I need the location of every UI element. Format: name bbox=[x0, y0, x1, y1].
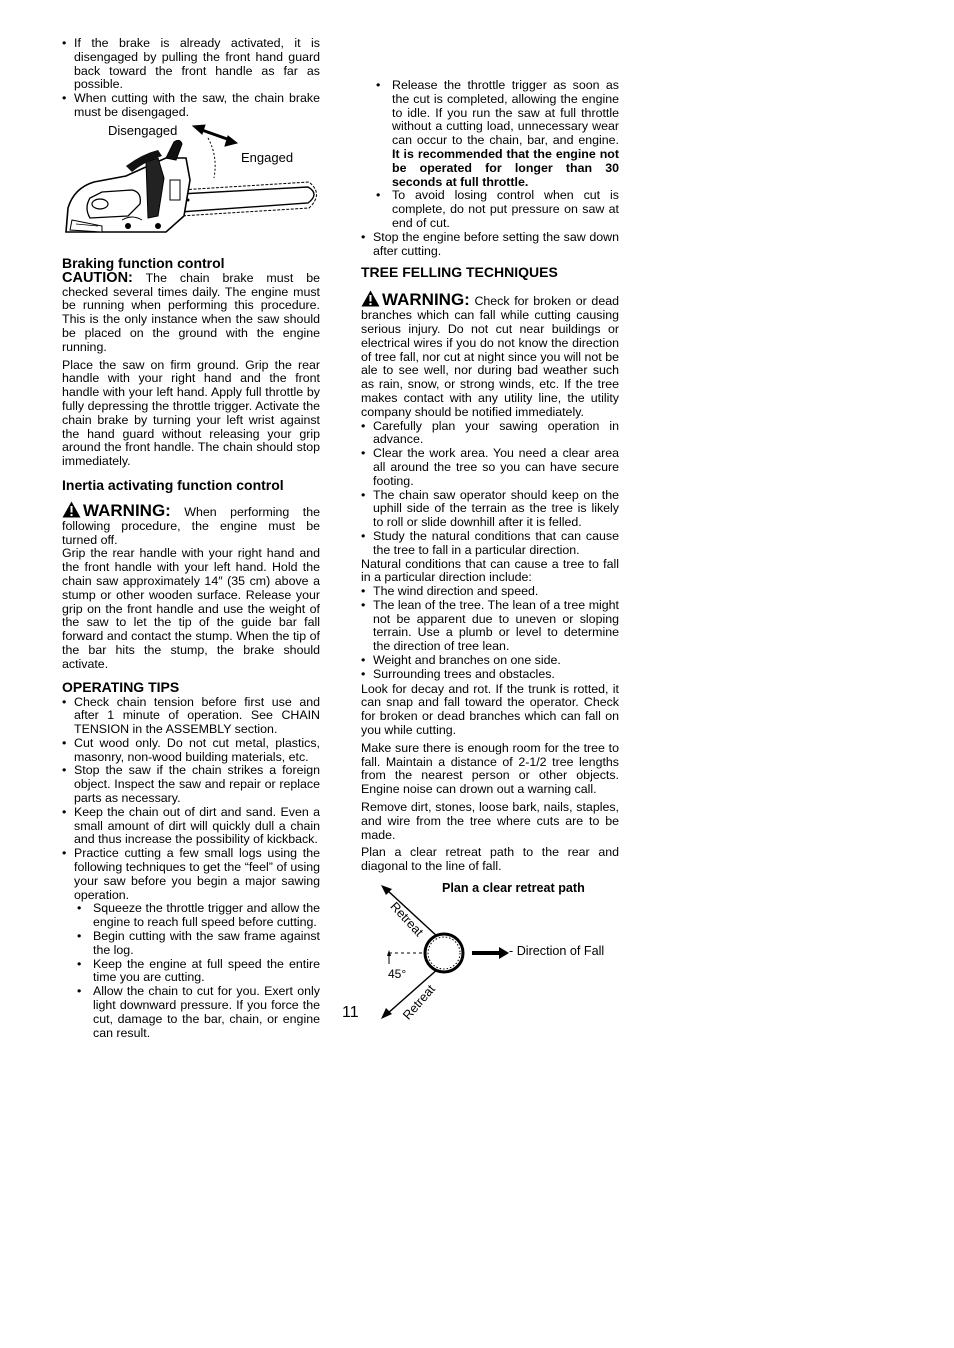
operating-tips-heading: OPERATING TIPS bbox=[62, 678, 180, 695]
recommendation-bold: It is recommended that the engine not be operated for longer than 30 seconds at full throttle. bbox=[392, 146, 619, 189]
list-item: • Squeeze the throttle trigger and allow the engine to reach full speed before cutting. bbox=[74, 902, 320, 930]
inertia-paragraph: Grip the rear handle with your right hand and the front handle with your left hand. Hold the chain saw approximately 14″ (35 cm) above a stump or other wooden surface. Release your grip on the front handle and use the weight of the saw to let the tip of the guide bar fall forward and contact the stump. When the tip of the bar hits the stump, the brake should activate. bbox=[62, 546, 320, 671]
retreat-label-bottom: Retreat bbox=[400, 982, 438, 1023]
list-item: • Begin cutting with the saw frame against the log. bbox=[74, 930, 320, 958]
list-item: • Allow the chain to cut for you. Exert only light downward pressure. If you force the cut, damage to the bar, chain, or engine can result. bbox=[74, 985, 320, 1040]
room-paragraph: Make sure there is enough room for the tree to fall. Maintain a distance of 2-1/2 tree lengths from the nearest person or other objects. Engine noise can drown out a warning call. bbox=[361, 740, 619, 797]
list-item: • Clear the work area. You need a clear area all around the tree so you can have secure footing. bbox=[361, 447, 619, 488]
list-item: • Cut wood only. Do not cut metal, plastics, masonry, non-wood building materials, etc. bbox=[62, 737, 320, 765]
braking-heading: Braking function control bbox=[62, 254, 225, 271]
stop-engine-list bbox=[361, 231, 619, 259]
felling-list bbox=[361, 420, 619, 558]
warning-text: When performing the following procedure, the engine must be turned off. bbox=[62, 504, 320, 547]
list-item: • The wind direction and speed. bbox=[361, 585, 619, 599]
natural-conditions-list bbox=[361, 585, 619, 682]
warning-triangle-icon bbox=[62, 501, 81, 518]
list-item: • Check chain tension before first use and after 1 minute of operation. See CHAIN TENSION in the ASSEMBLY section. bbox=[62, 696, 320, 737]
list-item: • Stop the saw if the chain strikes a foreign object. Inspect the saw and repair or replace parts as necessary. bbox=[62, 764, 320, 805]
warning-label bbox=[62, 501, 171, 520]
arrow-right-icon bbox=[499, 947, 509, 959]
list-item: • Keep the engine at full speed the entire time you are cutting. bbox=[74, 958, 320, 986]
decay-paragraph: Look for decay and rot. If the trunk is rotted, it can snap and fall toward the operator. Check for broken or dead branches which can fall on you while cutting. bbox=[361, 681, 619, 738]
operating-tips-list bbox=[62, 696, 320, 903]
warning-label-text: WARNING: bbox=[382, 290, 470, 310]
remove-debris-paragraph: Remove dirt, stones, loose bark, nails, staples, and wire from the tree where cuts are to be made. bbox=[361, 800, 619, 842]
brake-intro-list bbox=[62, 37, 320, 120]
list-item: • When cutting with the saw, the chain brake must be disengaged. bbox=[62, 92, 320, 120]
direction-of-fall-label: - Direction of Fall bbox=[509, 944, 605, 959]
warning-label-text: WARNING: bbox=[83, 500, 171, 520]
double-arrow-icon bbox=[193, 125, 237, 146]
list-item: • The chain saw operator should keep on the uphill side of the terrain as the tree is likely to roll or slide downhill after it is felled. bbox=[361, 489, 619, 530]
label-disengaged: Disengaged bbox=[108, 122, 178, 138]
list-item: • To avoid losing control when cut is complete, do not put pressure on saw at end of cut. bbox=[373, 189, 619, 230]
caution-text: The chain brake must be checked several times daily. The engine must be running when performing this procedure. This is the only instance when the saw should be placed on the ground with the engine running. bbox=[62, 270, 320, 354]
retreat-paragraph: Plan a clear retreat path to the rear and diagonal to the line of fall. bbox=[361, 845, 619, 874]
tree-felling-heading: TREE FELLING TECHNIQUES bbox=[361, 264, 558, 281]
felling-warning-paragraph bbox=[361, 290, 619, 419]
caution-label: CAUTION: bbox=[62, 269, 133, 286]
list-item: • Weight and branches on one side. bbox=[361, 654, 619, 668]
list-item: • Carefully plan your sawing operation in advance. bbox=[361, 420, 619, 448]
chainsaw-illustration bbox=[62, 120, 320, 246]
caution-paragraph bbox=[62, 269, 320, 355]
arrow-down-left-icon bbox=[381, 1008, 392, 1019]
list-item: • Study the natural conditions that can cause the tree to fall in a particular direction. bbox=[361, 530, 619, 558]
retreat-figure-title: Plan a clear retreat path bbox=[442, 881, 585, 896]
warning-text: Check for broken or dead branches which can fall while cutting causing serious injury. Do not cut near buildings or electrical wires if you do not know the direction of tree fall, nor cut at night since you will not be ale to see well, nor during bad weather such as rain, snow, or strong winds, etc. If the tree makes contact with any utility line, the utility company should be notified immediately. bbox=[361, 294, 619, 419]
retreat-label-top: Retreat bbox=[387, 899, 426, 940]
tree-trunk-icon bbox=[425, 934, 463, 972]
list-item: • Surrounding trees and obstacles. bbox=[361, 668, 619, 682]
technique-sub-list-continued bbox=[373, 79, 619, 231]
warning-triangle-icon bbox=[361, 290, 380, 307]
release-trigger-text: Release the throttle trigger as soon as the cut is completed, allowing the engine to idle. If you run the saw at full throttle without a cutting load, unnecessary wear can occur to the chain, bar, and engine. bbox=[392, 78, 619, 148]
technique-sub-list bbox=[74, 902, 320, 1040]
retreat-path-figure bbox=[361, 880, 619, 1025]
list-item: • Stop the engine before setting the saw down after cutting. bbox=[361, 231, 619, 259]
angle-label: 45° bbox=[388, 967, 407, 982]
right-column bbox=[361, 37, 619, 1025]
list-item: • The lean of the tree. The lean of a tree might not be apparent due to uneven or sloping terrain. Use a plumb or level to determine the direction of tree lean. bbox=[361, 599, 619, 654]
chain-brake-figure bbox=[62, 120, 320, 246]
list-item: • Keep the chain out of dirt and sand. Even a small amount of dirt will quickly dull a chain and thus increase the possibility of kickback. bbox=[62, 806, 320, 847]
list-item bbox=[373, 79, 619, 189]
braking-paragraph: Place the saw on firm ground. Grip the rear handle with your right hand and the front handle with your left hand. Apply full throttle by fully depressing the throttle trigger. Activate the chain brake by turning your left wrist against the hand guard without releasing your grip around the front handle. The chain should stop immediately. bbox=[62, 357, 320, 469]
warning-label bbox=[361, 290, 470, 309]
label-engaged: Engaged bbox=[241, 149, 294, 165]
left-column bbox=[62, 37, 320, 1040]
inertia-heading: Inertia activating function control bbox=[62, 476, 284, 493]
list-item: • Practice cutting a few small logs using the following techniques to get the “feel” of using your saw before you begin a major sawing operation. bbox=[62, 847, 320, 902]
page-number: 11 bbox=[342, 1004, 359, 1021]
natural-conditions-intro: Natural conditions that can cause a tree to fall in a particular direction include: bbox=[361, 556, 619, 585]
list-item: • If the brake is already activated, it is disengaged by pulling the front hand guard back toward the front handle as far as possible. bbox=[62, 37, 320, 92]
inertia-warning-paragraph bbox=[62, 501, 320, 547]
